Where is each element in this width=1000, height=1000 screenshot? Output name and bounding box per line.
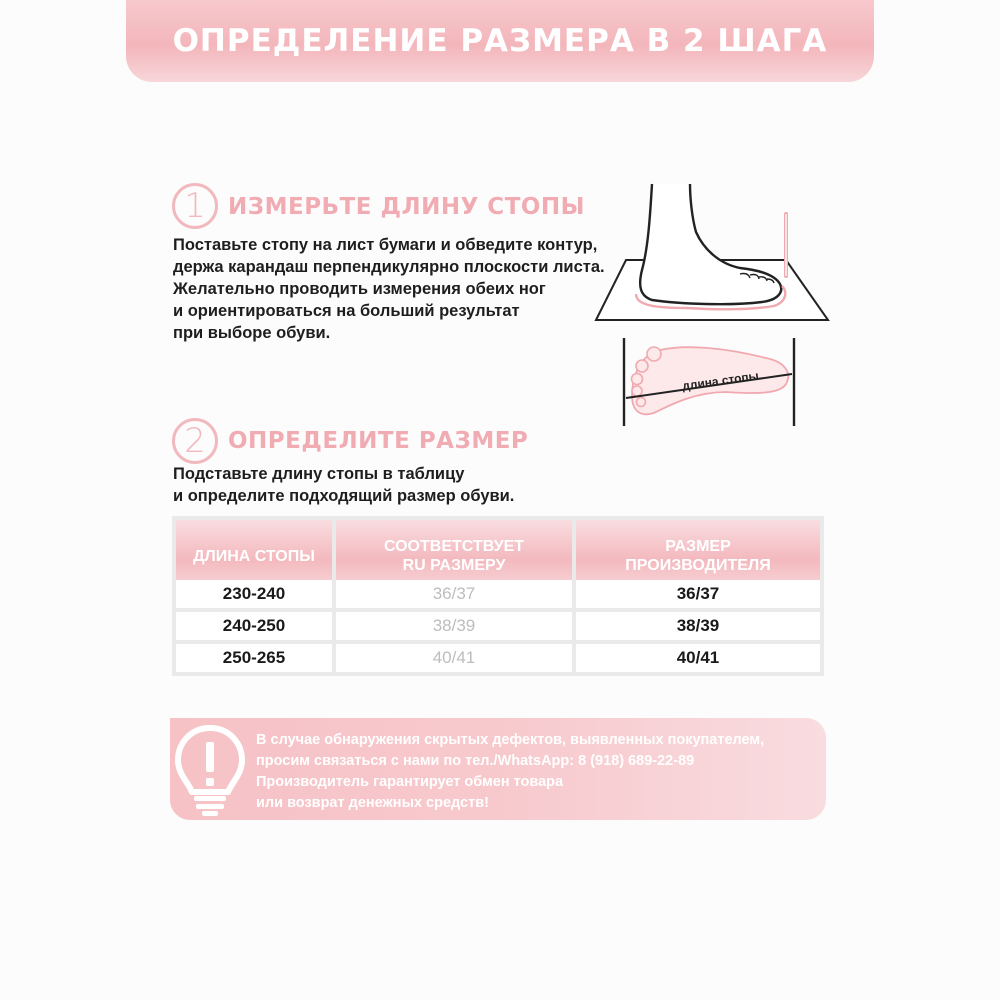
table-cell-ru-size: 36/37	[336, 580, 572, 608]
step-1-description	[173, 234, 605, 344]
step-2-title: ОПРЕДЕЛИТЕ РАЗМЕР	[228, 428, 529, 454]
notice-text	[256, 730, 764, 814]
warranty-notice	[170, 718, 826, 820]
table-header-foot-length: ДЛИНА СТОПЫ	[176, 520, 332, 592]
header-banner	[126, 0, 874, 82]
table-cell-ru-size: 38/39	[336, 612, 572, 640]
table-cell-foot-length: 230-240	[176, 580, 332, 608]
step-2-line: Подставьте длину стопы в таблицу	[173, 465, 465, 483]
step-1-title: ИЗМЕРЬТЕ ДЛИНУ СТОПЫ	[228, 194, 586, 220]
step-1-line: Поставьте стопу на лист бумаги и обведите контур,	[173, 236, 598, 254]
step-2-number	[172, 418, 218, 464]
step-2-description	[173, 463, 514, 507]
foot-outline	[640, 184, 781, 304]
lightbulb-warning-icon	[174, 722, 246, 818]
step-2-line: и определите подходящий размер обуви.	[173, 487, 515, 505]
foot-on-paper-illustration	[590, 178, 840, 328]
step-1-number	[172, 183, 218, 229]
step-1-number-text: 1	[184, 186, 206, 226]
step-1-line: держа карандаш перпендикулярно плоскости листа.	[173, 258, 605, 276]
size-table	[172, 516, 824, 676]
table-cell-manufacturer-size: 38/39	[576, 612, 820, 640]
notice-line: Производитель гарантирует обмен товара	[256, 774, 564, 790]
step-1-line: при выборе обуви.	[173, 324, 331, 342]
notice-line: просим связаться с нами по тел./WhatsApp: 8 (918) 689-22-89	[256, 753, 695, 769]
step-1-line: Желательно проводить измерения обеих ног	[173, 280, 546, 298]
foot-length-diagram	[616, 334, 808, 430]
step-2-number-text: 2	[184, 421, 206, 461]
notice-line: В случае обнаружения скрытых дефектов, выявленных покупателем,	[256, 732, 765, 748]
table-header-ru-size: СООТВЕТСТВУЕТ RU РАЗМЕРУ	[336, 520, 572, 592]
page-title: ОПРЕДЕЛЕНИЕ РАЗМЕРА В 2 ШАГА	[172, 23, 828, 59]
table-cell-manufacturer-size: 40/41	[576, 644, 820, 672]
table-cell-foot-length: 250-265	[176, 644, 332, 672]
table-cell-manufacturer-size: 36/37	[576, 580, 820, 608]
notice-line: или возврат денежных средств!	[256, 795, 489, 811]
table-header-manufacturer-size: РАЗМЕР ПРОИЗВОДИТЕЛЯ	[576, 520, 820, 592]
foot-length-label: длина стопы	[681, 368, 760, 394]
table-cell-foot-length: 240-250	[176, 612, 332, 640]
table-cell-ru-size: 40/41	[336, 644, 572, 672]
step-1-line: и ориентироваться на больший результат	[173, 302, 520, 320]
